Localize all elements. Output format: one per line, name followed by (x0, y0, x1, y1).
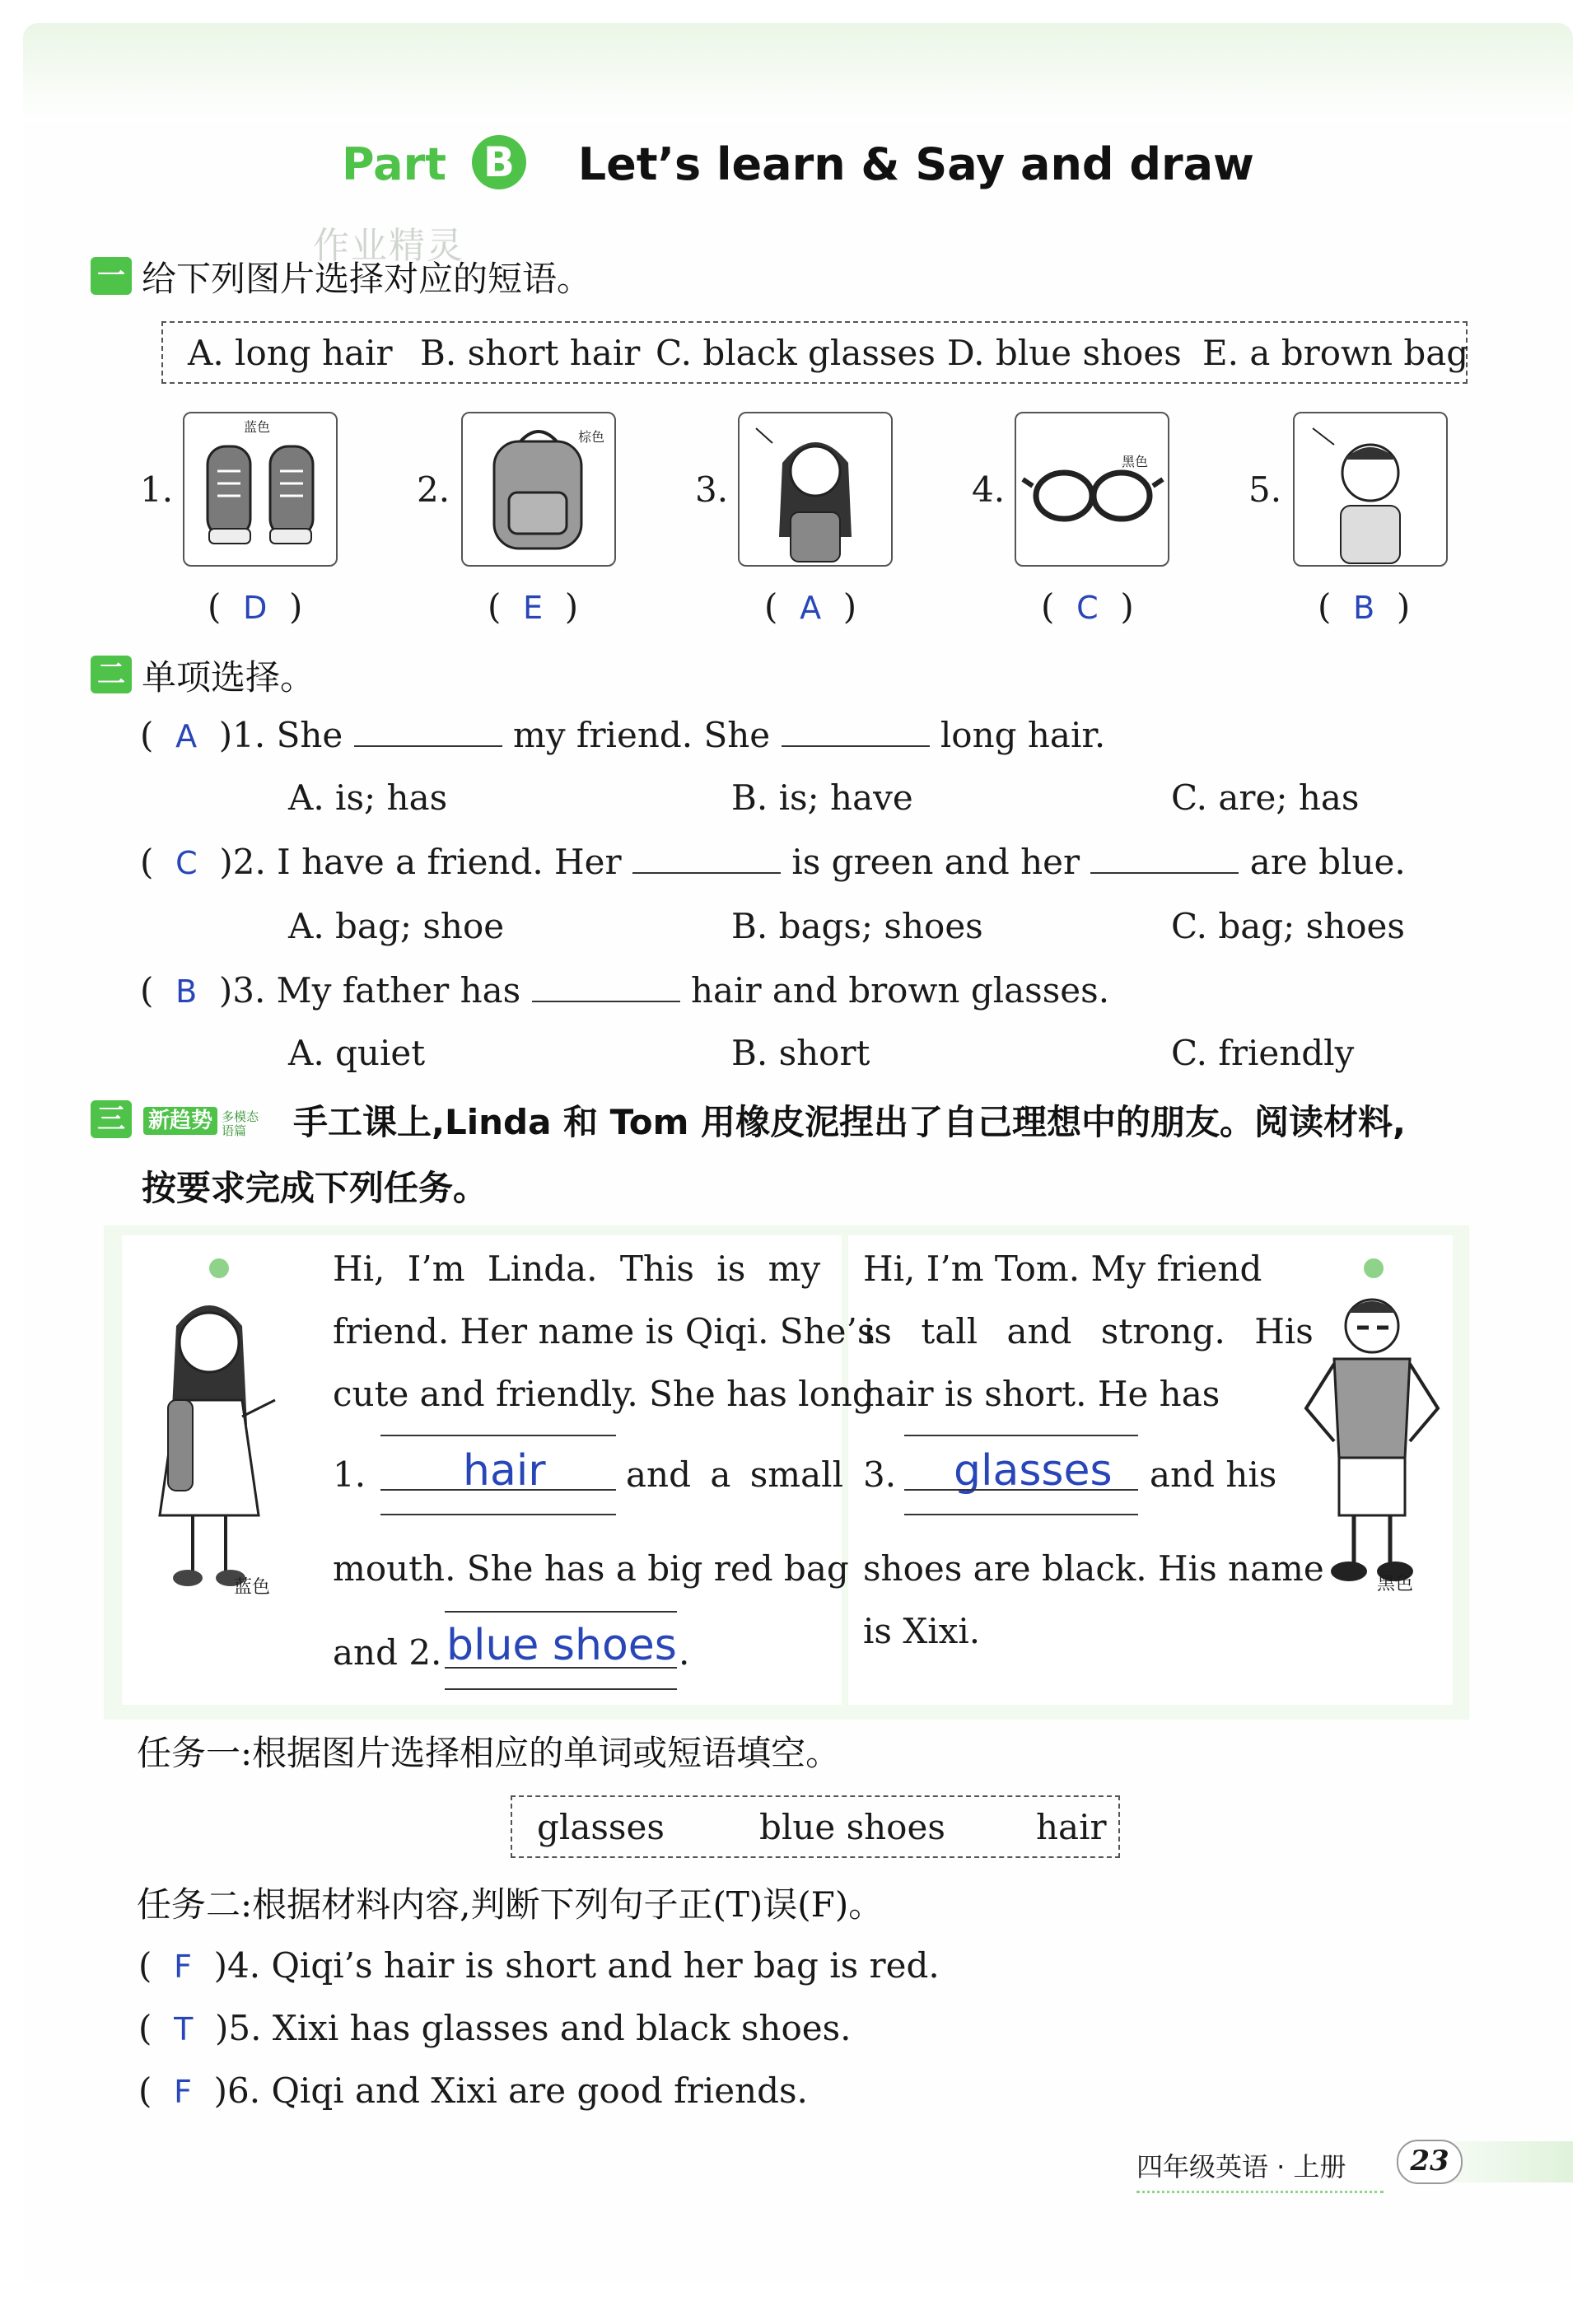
question-1-blank-2 (782, 717, 930, 747)
girl-picture (738, 412, 893, 567)
tom-blank-3-answer: glasses (954, 1446, 1113, 1496)
option-b: B. short hair (420, 333, 641, 373)
question-2-option-a: A. bag; shoe (288, 906, 505, 946)
item-1-note: 蓝色 (244, 419, 271, 435)
blank-2-underline (445, 1667, 677, 1669)
option-a: A. long hair (188, 333, 393, 373)
question-2-answer: C (175, 845, 198, 881)
new-trend-badge-label: 新趋势 (143, 1107, 217, 1135)
section-2-icon: 二 (91, 656, 132, 693)
judgement-6: ( F )6. Qiqi and Xixi are good friends. (138, 2070, 808, 2111)
tom-line-3: hair is short. He has (863, 1374, 1220, 1414)
question-3-option-c: C. friendly (1171, 1033, 1355, 1073)
footer-book: 四年级英语 · 上册 (1136, 2151, 1346, 2182)
task-1: 任务一:根据图片选择相应的单词或短语填空。 (137, 1733, 841, 1773)
judgement-5-answer: T (174, 2011, 194, 2047)
option-e: E. a brown bag (1202, 333, 1469, 373)
linda-line-4-rest: and a small (626, 1454, 844, 1495)
tom-line-2: is tall and strong. His (863, 1311, 1314, 1351)
item-4-note: 黑色 (1122, 454, 1149, 469)
item-5-answer: B (1353, 590, 1375, 626)
judgement-6-text: )6. Qiqi and Xixi are good friends. (213, 2070, 808, 2111)
linda-blank-2-answer: blue shoes (446, 1621, 677, 1670)
item-5-answer-slot: ( B ) (1318, 586, 1411, 627)
qiqi-figure (127, 1252, 308, 1614)
tom-line-6: is Xixi. (863, 1611, 981, 1651)
blank-1-topline (380, 1435, 616, 1436)
blank-3-underline (904, 1489, 1138, 1491)
question-1-blank-1 (354, 717, 502, 747)
blank-2-bottomline (445, 1688, 677, 1690)
item-2-answer-slot: ( E ) (488, 586, 579, 627)
question-2-blank-1 (632, 844, 781, 874)
question-1-mid: my friend. She (513, 715, 771, 755)
item-1-number: 1. (140, 469, 174, 510)
question-2-prefix: )2. I have a friend. Her (219, 842, 622, 882)
word-box (511, 1795, 1120, 1858)
badge-small-2: 语篇 (222, 1123, 247, 1138)
task-2: 任务二:根据材料内容,判断下列句子正(T)误(F)。 (137, 1884, 884, 1925)
blank-2-topline (445, 1611, 677, 1613)
badge-small-1: 多模态 (222, 1109, 259, 1124)
question-1-answer: A (175, 718, 198, 754)
item-2-number: 2. (417, 469, 450, 510)
blank-1-bottomline (380, 1514, 616, 1515)
new-trend-badge (143, 1104, 259, 1138)
item-4-number: 4. (972, 469, 1006, 510)
judgement-5: ( T )5. Xixi has glasses and black shoes. (138, 2008, 852, 2048)
part-badge: B (472, 135, 526, 189)
item-5-number: 5. (1248, 469, 1282, 510)
question-2: ( C )2. I have a friend. Her is green and her are blue. (140, 842, 1406, 882)
blank-3-bottomline (904, 1514, 1138, 1515)
blank-1-underline (380, 1489, 616, 1491)
option-c: C. black glasses (656, 333, 936, 373)
tom-blank-3-number: 3. (863, 1454, 897, 1495)
tom-line-4-rest: and his (1150, 1454, 1277, 1495)
xixi-figure (1281, 1252, 1463, 1614)
question-3-option-a: A. quiet (288, 1033, 426, 1073)
linda-line-2: friend. Her name is Qiqi. She’s (333, 1311, 875, 1351)
xixi-note: 黑色 (1377, 1574, 1414, 1594)
question-3-blank-1 (532, 973, 680, 1002)
footer-dots (1136, 2191, 1384, 2193)
tom-line-5: shoes are black. His name (863, 1548, 1324, 1589)
judgement-6-answer: F (174, 2074, 192, 2110)
section-1-title: 给下列图片选择对应的短语。 (142, 259, 592, 299)
judgement-4: ( F )4. Qiqi’s hair is short and her bag is red. (138, 1945, 940, 1986)
section-3-icon: 三 (91, 1100, 132, 1138)
question-2-blank-2 (1090, 844, 1239, 874)
top-band (23, 23, 1573, 122)
options-box (161, 321, 1468, 384)
linda-line-6-post: . (679, 1632, 690, 1673)
glasses-picture (1015, 412, 1169, 567)
question-3-answer: B (175, 973, 198, 1010)
item-3-number: 3. (695, 469, 729, 510)
question-1-suffix: long hair. (940, 715, 1106, 755)
linda-line-6-pre: and 2. (333, 1632, 442, 1673)
tom-line-1: Hi, I’m Tom. My friend (863, 1249, 1262, 1289)
question-2-mid: is green and her (791, 842, 1080, 882)
linda-line-5: mouth. She has a big red bag (333, 1548, 849, 1589)
question-2-suffix: are blue. (1249, 842, 1406, 882)
page-title (0, 138, 1596, 194)
question-2-option-c: C. bag; shoes (1171, 906, 1405, 946)
word-hair: hair (1036, 1807, 1107, 1847)
item-1-answer-slot: ( D ) (208, 586, 303, 627)
linda-blank-1-number: 1. (333, 1454, 366, 1495)
question-1-option-c: C. are; has (1171, 777, 1360, 818)
part-word: Part (342, 138, 447, 190)
question-3-prefix: )3. My father has (218, 970, 521, 1011)
judgement-5-text: )5. Xixi has glasses and black shoes. (215, 2008, 852, 2048)
item-4-answer: C (1076, 590, 1099, 626)
section-2-title: 单项选择。 (142, 657, 315, 698)
page-number: 23 (1397, 2140, 1463, 2184)
linda-line-3: cute and friendly. She has long (333, 1374, 875, 1414)
section-3-title-line-2: 按要求完成下列任务。 (142, 1168, 488, 1208)
question-3-option-b: B. short (731, 1033, 870, 1073)
boy-picture (1293, 412, 1448, 567)
blank-3-topline (904, 1435, 1138, 1436)
question-1: ( A )1. She my friend. She long hair. (140, 715, 1106, 755)
item-1-answer: D (243, 590, 268, 626)
item-4-answer-slot: ( C ) (1041, 586, 1134, 627)
item-2-note: 棕色 (578, 429, 605, 445)
option-d: D. blue shoes (947, 333, 1182, 373)
judgement-4-text: )4. Qiqi’s hair is short and her bag is red. (213, 1945, 940, 1986)
section-1-icon: 一 (91, 257, 132, 295)
item-3-answer-slot: ( A ) (764, 586, 857, 627)
question-3-mid: hair and brown glasses. (690, 970, 1110, 1011)
item-2-answer: E (523, 590, 544, 626)
section-3-title-line-1: 手工课上,Linda 和 Tom 用橡皮泥捏出了自己理想中的朋友。阅读材料, (293, 1102, 1406, 1142)
question-2-option-b: B. bags; shoes (731, 906, 983, 946)
word-glasses: glasses (537, 1807, 665, 1847)
item-3-answer: A (800, 590, 822, 626)
linda-blank-1-answer: hair (463, 1446, 546, 1496)
question-1-option-b: B. is; have (731, 777, 913, 818)
question-1-prefix: )1. She (218, 715, 343, 755)
question-3: ( B )3. My father has hair and brown glasses. (140, 970, 1110, 1011)
judgement-4-answer: F (174, 1949, 192, 1985)
word-blue-shoes: blue shoes (759, 1807, 945, 1847)
linda-line-1: Hi, I’m Linda. This is my (333, 1249, 821, 1289)
question-1-option-a: A. is; has (288, 777, 448, 818)
title-text: Let’s learn & Say and draw (577, 138, 1254, 190)
watermark: 作业精灵 (313, 225, 464, 267)
qiqi-note: 蓝色 (234, 1577, 271, 1598)
